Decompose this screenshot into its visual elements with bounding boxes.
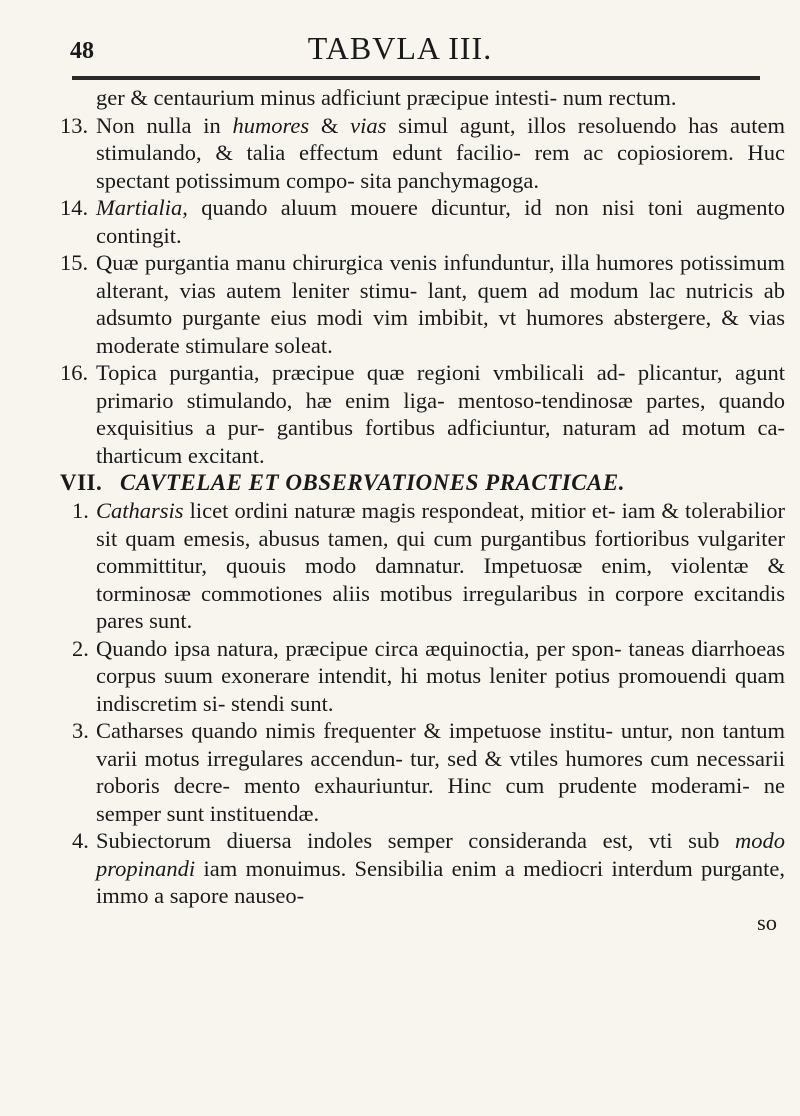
item-number: 2.	[72, 635, 89, 661]
paragraph-number: 15.	[60, 250, 89, 275]
paragraph-text: ger & centaurium minus adficiunt præcipue intesti- num rectum.	[96, 85, 677, 110]
item-1	[60, 497, 785, 635]
page-body	[60, 84, 785, 936]
emphasis-text: humores	[232, 112, 310, 138]
paragraph-number: 14.	[60, 195, 89, 220]
paragraph-15	[60, 249, 785, 359]
paragraph-text: Quæ purgantia manu chirurgica venis infunduntur, illa humores potissimum alterant, vias autem leniter stimu- lant, quem ad modum lac nutricis ab adsumto purgante eius modi vim imbibit, vt humores abstergere, & vias moderate stimulare soleat.	[96, 250, 785, 358]
paragraph-text: , quando aluum mouere dicuntur, id non nisi toni augmento contingit.	[96, 195, 785, 248]
item-number: 1.	[72, 498, 89, 523]
item-text: Quando ipsa natura, præcipue circa æquinoctia, per spon- taneas diarrhoeas corpus suum exonerare intendit, hi motus leniter potius promouendi quam indiscretim si- stendi sunt.	[96, 635, 785, 716]
paragraph-text: Non nulla in	[96, 112, 233, 138]
item-number: 3.	[72, 718, 89, 743]
paragraph-16	[60, 359, 785, 469]
paragraph-number: 13.	[60, 112, 89, 138]
paragraph-text: simul agunt, illos resoluendo has autem stimulando, & talia effectum edunt facilio- rem ac copiosiorem. Huc spectant potissimum compo- sita panchymagoga.	[96, 112, 785, 193]
item-text: licet ordini naturæ magis respondeat, mitior et- iam & tolerabilior sit quam emesis, abusus tamen, qui cum purgantibus fortioribus vulgariter committitur, quouis modo damnatur. Impetuosæ enim, violentæ & torminosæ commotiones aliis motibus irregularibus in corpore excitandis pares sunt.	[96, 498, 785, 633]
emphasis-text: vias	[350, 112, 387, 138]
section-number: VII.	[60, 470, 103, 495]
item-2	[60, 635, 785, 718]
section-heading	[60, 469, 785, 497]
paragraph-continuation	[60, 84, 785, 112]
paragraph-text: &	[309, 112, 351, 138]
running-head: TABVLA III.	[307, 30, 493, 66]
section-title: CAVTELAE ET OBSERVATIONES PRACTICAE.	[120, 470, 625, 495]
paragraph-14	[60, 194, 785, 249]
catchword: so	[756, 909, 777, 935]
emphasis-text: Martialia	[96, 195, 183, 220]
item-number: 4.	[72, 828, 89, 853]
item-text: iam monuimus. Sensibilia enim a mediocri interdum purgante, immo a sapore nauseo-	[96, 855, 785, 908]
page-number: 48	[70, 38, 94, 64]
item-text: Catharses quando nimis frequenter & impetuose institu- untur, non tantum varii motus irregulares accendun- tur, sed & vtiles humores cum necessarii roboris decre- mento exhauriuntur. Hinc cum prudente moderami- ne semper sunt instituendæ.	[96, 718, 785, 826]
emphasis-text: Catharsis	[96, 498, 184, 523]
paragraph-number: 16.	[60, 360, 89, 385]
item-4	[60, 827, 785, 910]
paragraph-13	[60, 112, 785, 195]
item-3	[60, 717, 785, 827]
paragraph-text: Topica purgantia, præcipue quæ regioni vmbilicali ad- plicantur, agunt primario stimulando, hæ enim liga- mentoso-tendinosæ partes, quando exquisitius a pur- gantibus fortibus adficiuntur, naturam ad motum ca- tharticum excitant.	[96, 360, 785, 468]
item-text: Subiectorum diuersa indoles semper consideranda est, vti sub	[96, 828, 735, 853]
emphasis-text: modo propinandi	[96, 828, 785, 881]
header-rule	[72, 76, 760, 80]
